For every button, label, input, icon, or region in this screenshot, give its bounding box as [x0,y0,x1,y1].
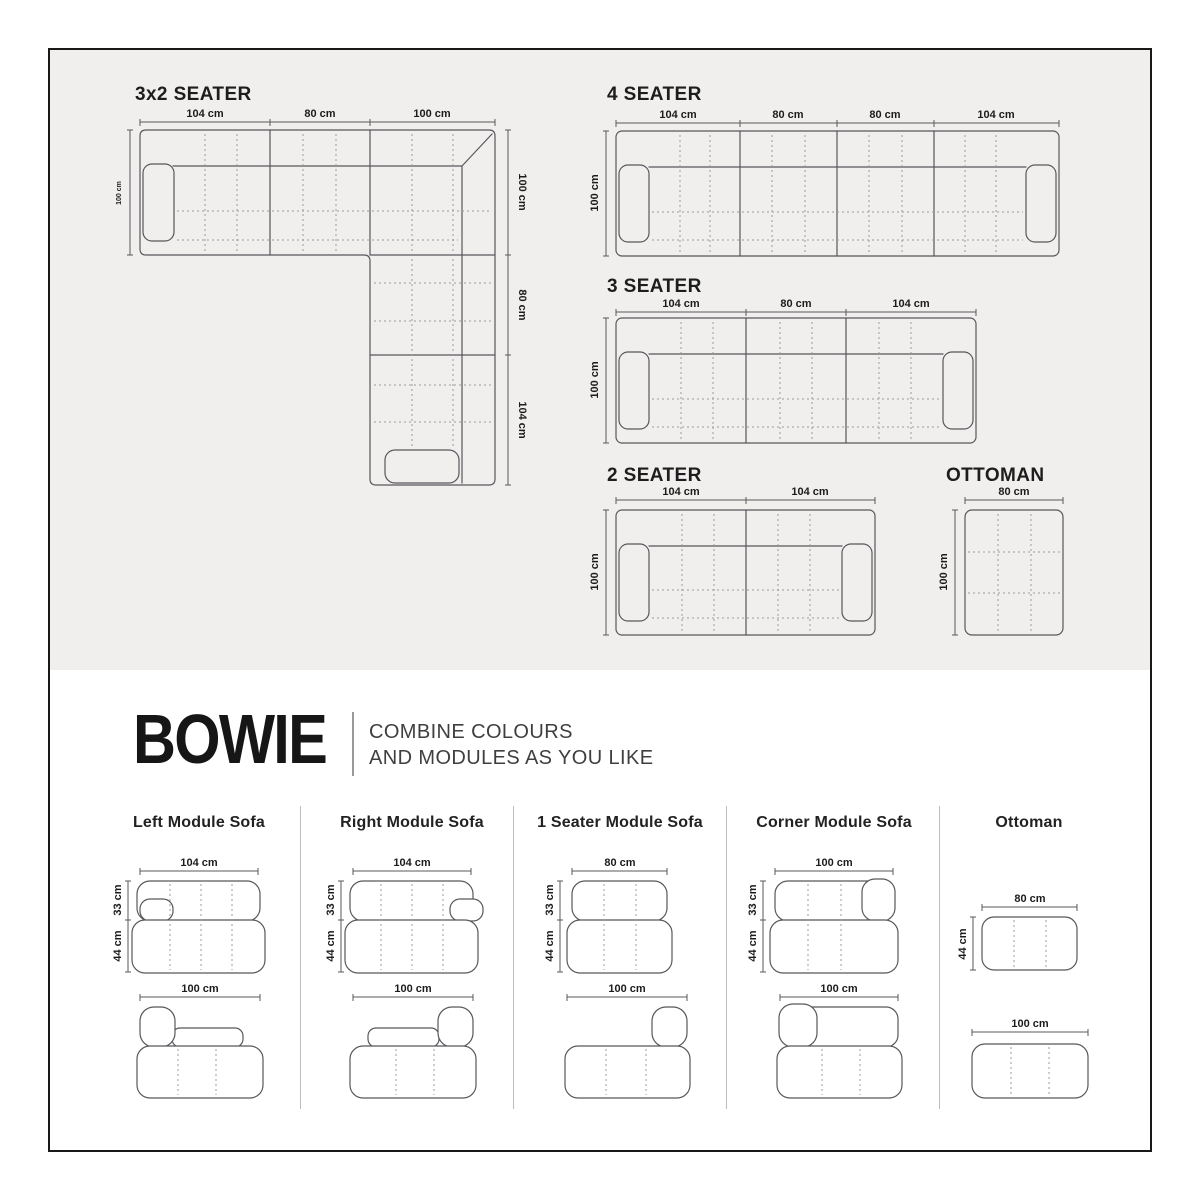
tagline-line-1: COMBINE COLOURS [369,721,573,743]
dim-label: 33 cm [112,884,124,916]
plan-title-ottoman: OTTOMAN [946,465,1045,486]
dim-label: 100 cm [938,553,950,591]
dim-label: 104 cm [516,401,528,439]
module-title-single: 1 Seater Module Sofa [537,814,703,831]
plan-title-2-seater: 2 SEATER [607,465,702,486]
brand-tagline [369,719,653,771]
header-divider [352,712,354,776]
dim-label: 33 cm [544,884,556,916]
dim-label: 104 cm [186,108,224,120]
dim-label: 100 cm [516,173,528,211]
dim-label: 44 cm [325,930,337,962]
dim-label: 80 cm [604,857,636,869]
dim-label: 100 cm [413,108,451,120]
dim-label: 100 cm [589,553,601,591]
dim-label: 104 cm [977,109,1015,121]
tagline-line-2: AND MODULES AS YOU LIKE [369,747,654,769]
column-divider [513,806,514,1109]
plan-title-3x2-seater: 3x2 SEATER [135,84,252,105]
dim-label: 100 cm [1011,1018,1049,1030]
column-divider [939,806,940,1109]
dim-label: 80 cm [304,108,336,120]
dim-label: 100 cm [815,857,853,869]
dim-label: 44 cm [544,930,556,962]
dim-label: 100 cm [608,983,646,995]
dim-label: 80 cm [516,289,528,321]
dim-label: 80 cm [772,109,804,121]
dim-label: 104 cm [659,109,697,121]
module-title-right: Right Module Sofa [340,814,484,831]
dim-label: 44 cm [747,930,759,962]
dim-label: 100 cm [181,983,219,995]
column-divider [300,806,301,1109]
dim-label: 80 cm [998,486,1030,498]
dim-label: 80 cm [1014,893,1046,905]
column-divider [726,806,727,1109]
plan-title-4-seater: 4 SEATER [607,84,702,105]
page-frame [48,48,1152,1152]
dim-label: 100 cm [116,181,123,205]
dim-label: 100 cm [589,174,601,212]
dim-label: 80 cm [780,298,812,310]
module-title-ottoman: Ottoman [995,814,1063,831]
dim-label: 44 cm [957,928,969,960]
dim-label: 104 cm [393,857,431,869]
dim-label: 100 cm [394,983,432,995]
module-title-corner: Corner Module Sofa [756,814,912,831]
module-title-left: Left Module Sofa [132,814,266,831]
dim-label: 104 cm [662,486,700,498]
dim-label: 104 cm [892,298,930,310]
brand-title: BOWIE [133,700,327,778]
plan-title-3-seater: 3 SEATER [607,276,702,297]
dim-label: 104 cm [180,857,218,869]
dim-label: 100 cm [589,361,601,399]
dim-label: 44 cm [112,930,124,962]
dim-label: 104 cm [662,298,700,310]
dim-label: 104 cm [791,486,829,498]
dim-label: 33 cm [325,884,337,916]
dim-label: 80 cm [869,109,901,121]
dim-label: 33 cm [747,884,759,916]
dim-label: 100 cm [820,983,858,995]
